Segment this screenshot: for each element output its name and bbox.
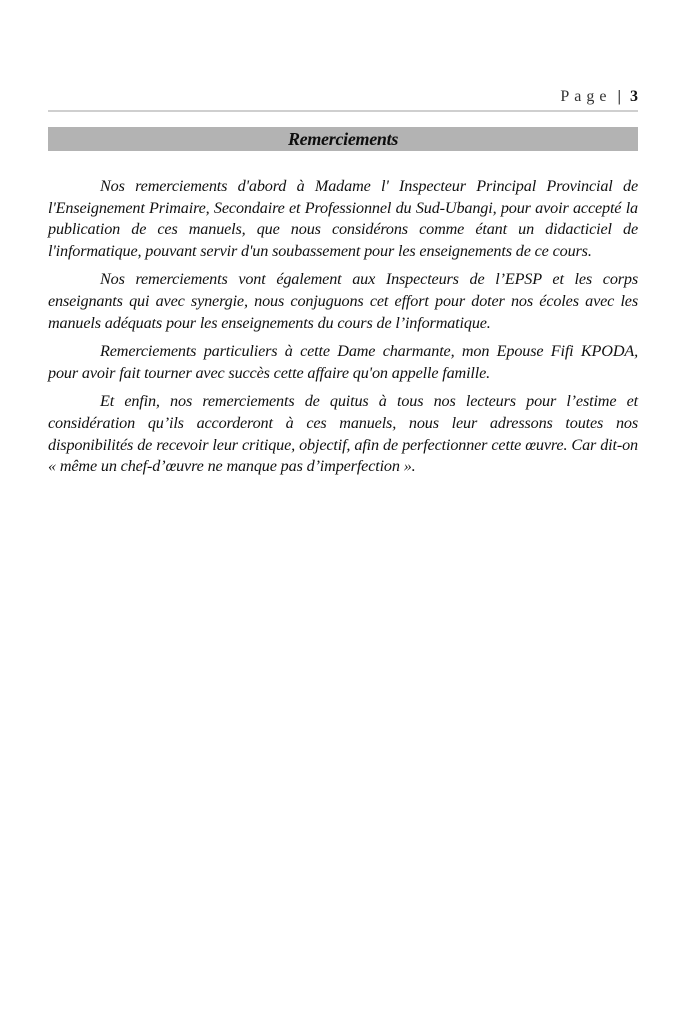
paragraph-teachers: Nos remerciements vont également aux Inspecteurs de l’EPSP et les corps enseignants qui avec synergie, nous conjuguons cet effort pour doter nos écoles avec les manuels adéquats pour les enseignements du cours de l’informatique. [48,270,638,332]
paragraph-wife: Remerciements particuliers à cette Dame charmante, mon Epouse Fifi KPODA, pour avoir fait tourner avec succès cette affaire qu'on appelle famille. [48,342,638,382]
page-number: 3 [630,88,638,105]
paragraph-readers: Et enfin, nos remerciements de quitus à tous nos lecteurs pour l’estime et considération qu’ils accorderont à ces manuels, nous leur adressons toutes nos disponibilités de recevoir leur critique, objectif, afin de perfectionner cette œuvre. Car dit-on « même un chef-d’œuvre ne manque pas d’imperfection ». [48,392,638,476]
page-header [48,86,638,112]
acknowledgements-body [48,176,638,485]
page-separator: | [617,88,621,105]
page-label: Page [560,88,612,105]
paragraph-inspector: Nos remerciements d'abord à Madame l' Inspecteur Principal Provincial de l'Enseignement Primaire, Secondaire et Professionnel du Sud-Ubangi, pour avoir accepté la publication de ces manuels, que nous considérons comme étant un didacticiel de l'informatique, pouvant servir d'un soubassement pour les enseignements de ce cours. [48,177,638,260]
section-title: Remerciements [48,127,638,151]
